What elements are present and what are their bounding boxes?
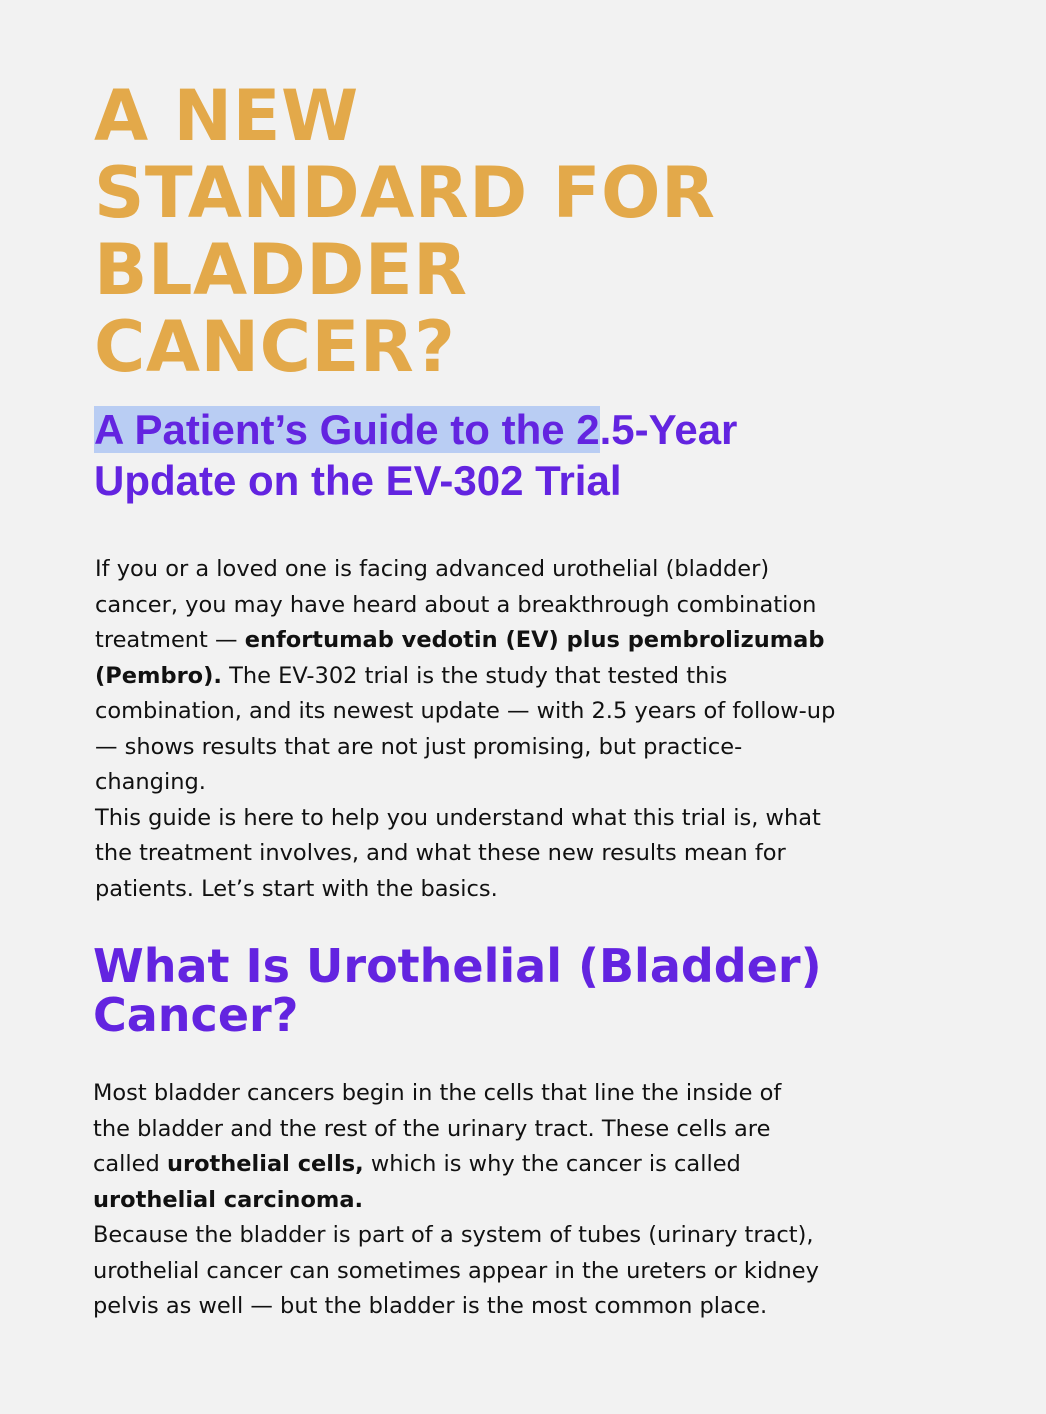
section-heading-line-2: Cancer?: [93, 988, 299, 1042]
text-selection-highlight[interactable]: A Patient’s Guide to the 2: [94, 406, 600, 453]
title-line-3: BLADDER: [94, 229, 468, 311]
intro-line: changing.: [95, 769, 206, 795]
section-line: [93, 1183, 913, 1219]
title-line-2: STANDARD FOR: [94, 152, 716, 234]
intro-line: This guide is here to help you understand what this trial is, what: [95, 804, 821, 831]
intro-line: the treatment involves, and what these new results mean for: [95, 840, 786, 866]
section-text: called: [93, 1151, 167, 1177]
title-line-4: CANCER?: [94, 306, 456, 388]
subtitle-line-1-rest[interactable]: .5-Year: [599, 406, 738, 453]
section-heading-urothelial-cancer: [93, 939, 893, 1042]
section-text: which is why the cancer is called: [363, 1151, 741, 1177]
subtitle-line-2[interactable]: Update on the EV-302 Trial: [94, 457, 622, 504]
page-subtitle: [94, 404, 894, 506]
intro-text: The EV-302 trial is the study that tested this: [221, 662, 728, 689]
section-line: pelvis as well — but the bladder is the most common place.: [93, 1293, 768, 1319]
section-paragraph: [93, 1076, 913, 1325]
intro-line: cancer, you may have heard about a breakthrough combination: [95, 591, 817, 618]
intro-line: — shows results that are not just promising, but practice-: [95, 733, 743, 760]
section-line: Most bladder cancers begin in the cells that line the inside of: [93, 1080, 782, 1106]
intro-line: combination, and its newest update — with 2.5 years of follow-up: [95, 698, 836, 724]
intro-line: [95, 659, 915, 695]
intro-line: [95, 623, 915, 659]
section-line: Because the bladder is part of a system of tubes (urinary tract),: [93, 1222, 814, 1248]
title-line-1: A NEW: [94, 75, 359, 157]
urothelial-cells-bold: urothelial cells,: [166, 1151, 364, 1177]
intro-paragraph: [95, 552, 915, 907]
intro-line: patients. Let’s start with the basics.: [95, 875, 498, 902]
treatment-name-bold: enfortumab vedotin (EV) plus pembrolizumab: [244, 627, 825, 653]
section-line: urothelial cancer can sometimes appear in the ureters or kidney: [93, 1257, 819, 1284]
intro-text: treatment —: [95, 627, 245, 653]
intro-line: If you or a loved one is facing advanced urothelial (bladder): [95, 556, 770, 582]
pembro-bold: (Pembro).: [95, 662, 222, 689]
urothelial-carcinoma-bold: urothelial carcinoma.: [93, 1186, 364, 1213]
section-heading-line-1: What Is Urothelial (Bladder): [93, 939, 822, 993]
section-line: [93, 1147, 913, 1183]
page-title: [94, 75, 854, 388]
subtitle-line-1[interactable]: [94, 404, 894, 455]
section-line: the bladder and the rest of the urinary tract. These cells are: [93, 1115, 771, 1142]
